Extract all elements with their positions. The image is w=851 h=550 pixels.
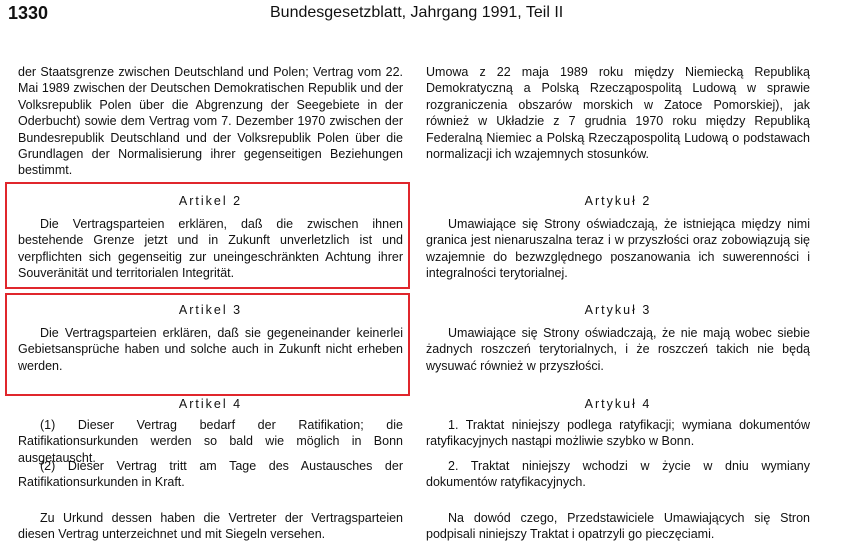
german-artikel-4-heading: Artikel 4 — [178, 397, 243, 411]
polish-artykul-3-text: Umawiające się Strony oświadczają, że nie mają wobec siebie żadnych roszczeń terytorialnych, i że roszczeń takich nie będą wysuwać również w przyszłości. — [426, 326, 810, 373]
german-artikel-4-paragraph-1: (1) Dieser Vertrag bedarf der Ratifikation; die Ratifikationsurkunden werden so bald wie möglich in Bonn ausgetauscht. — [18, 418, 403, 465]
german-artikel-4-paragraph-2: (2) Dieser Vertrag tritt am Tage des Austausches der Ratifikationsurkunden in Kraft. — [18, 459, 403, 490]
german-artikel-2-heading: Artikel 2 — [178, 194, 243, 208]
page-number: 1330 — [8, 3, 49, 23]
german-closing-paragraph: Zu Urkund dessen haben die Vertreter der Vertragsparteien diesen Vertrag unterzeichnet und mit Siegeln versehen. — [18, 511, 403, 542]
german-intro-paragraph: der Staatsgrenze zwischen Deutschland und Polen; Vertrag vom 22. Mai 1989 zwischen der Deutschen Demokratischen Republik und der Volksrepublik Polen über die Abgrenzung der Seegebiete in der Oderbucht) sowie dem Vertrag vom 7. Dezember 1970 zwischen der Bundesrepublik Deutschland und der Volksrepublik Polen über die Grundlagen der Normalisierung ihrer gegenseitigen Beziehungen bestimmt. — [18, 65, 403, 178]
polish-artykul-3-heading: Artykuł 3 — [584, 303, 652, 317]
german-artikel-2-text: Die Vertragsparteien erklären, daß die zwischen ihnen bestehende Grenze jetzt und in Zukunft unverletzlich ist und verpflichten sich gegenseitig zur uneingeschränkten Achtung ihrer Souveränität und territorialen Integrität. — [18, 217, 403, 281]
page-title: Bundesgesetzblatt, Jahrgang 1991, Teil II — [270, 4, 564, 21]
polish-artykul-4-heading: Artykuł 4 — [584, 397, 652, 411]
polish-artykul-2-text: Umawiające się Strony oświadczają, że istniejąca między nimi granica jest nienaruszalna teraz i w przyszłości oraz zobowiązują się wzajemnie do bezwzględnego poszanowania ich suwerenności i integralności terytorialnej. — [426, 217, 810, 281]
german-artikel-3-heading: Artikel 3 — [178, 303, 243, 317]
polish-artykul-2-heading: Artykuł 2 — [584, 194, 652, 208]
polish-artykul-4-paragraph-1: 1. Traktat niniejszy podlega ratyfikacji; wymiana dokumentów ratyfikacyjnych nastąpi możliwie szybko w Bonn. — [426, 418, 810, 449]
polish-artykul-4-paragraph-2: 2. Traktat niniejszy wchodzi w życie w dniu wymiany dokumentów ratyfikacyjnych. — [426, 459, 810, 490]
polish-closing-paragraph: Na dowód czego, Przedstawiciele Umawiających się Stron podpisali niniejszy Traktat i opatrzyli go pieczęciami. — [426, 511, 810, 542]
german-artikel-3-text: Die Vertragsparteien erklären, daß sie gegeneinander keinerlei Gebietsansprüche haben und solche auch in Zukunft nicht erheben werden. — [18, 326, 403, 373]
polish-intro-paragraph: Umowa z 22 maja 1989 roku między Niemiecką Republiką Demokratyczną a Polską Rzecząpospolitą Ludową w sprawie rozgraniczenia obszarów morskich w Zatoce Pomorskiej), jak również w Układzie z 7 grudnia 1970 roku między Republiką Federalną Niemiec a Polską Rzecząpospolitą Ludową o podstawach normalizacji ich wzajemnych stosunków. — [426, 65, 810, 162]
